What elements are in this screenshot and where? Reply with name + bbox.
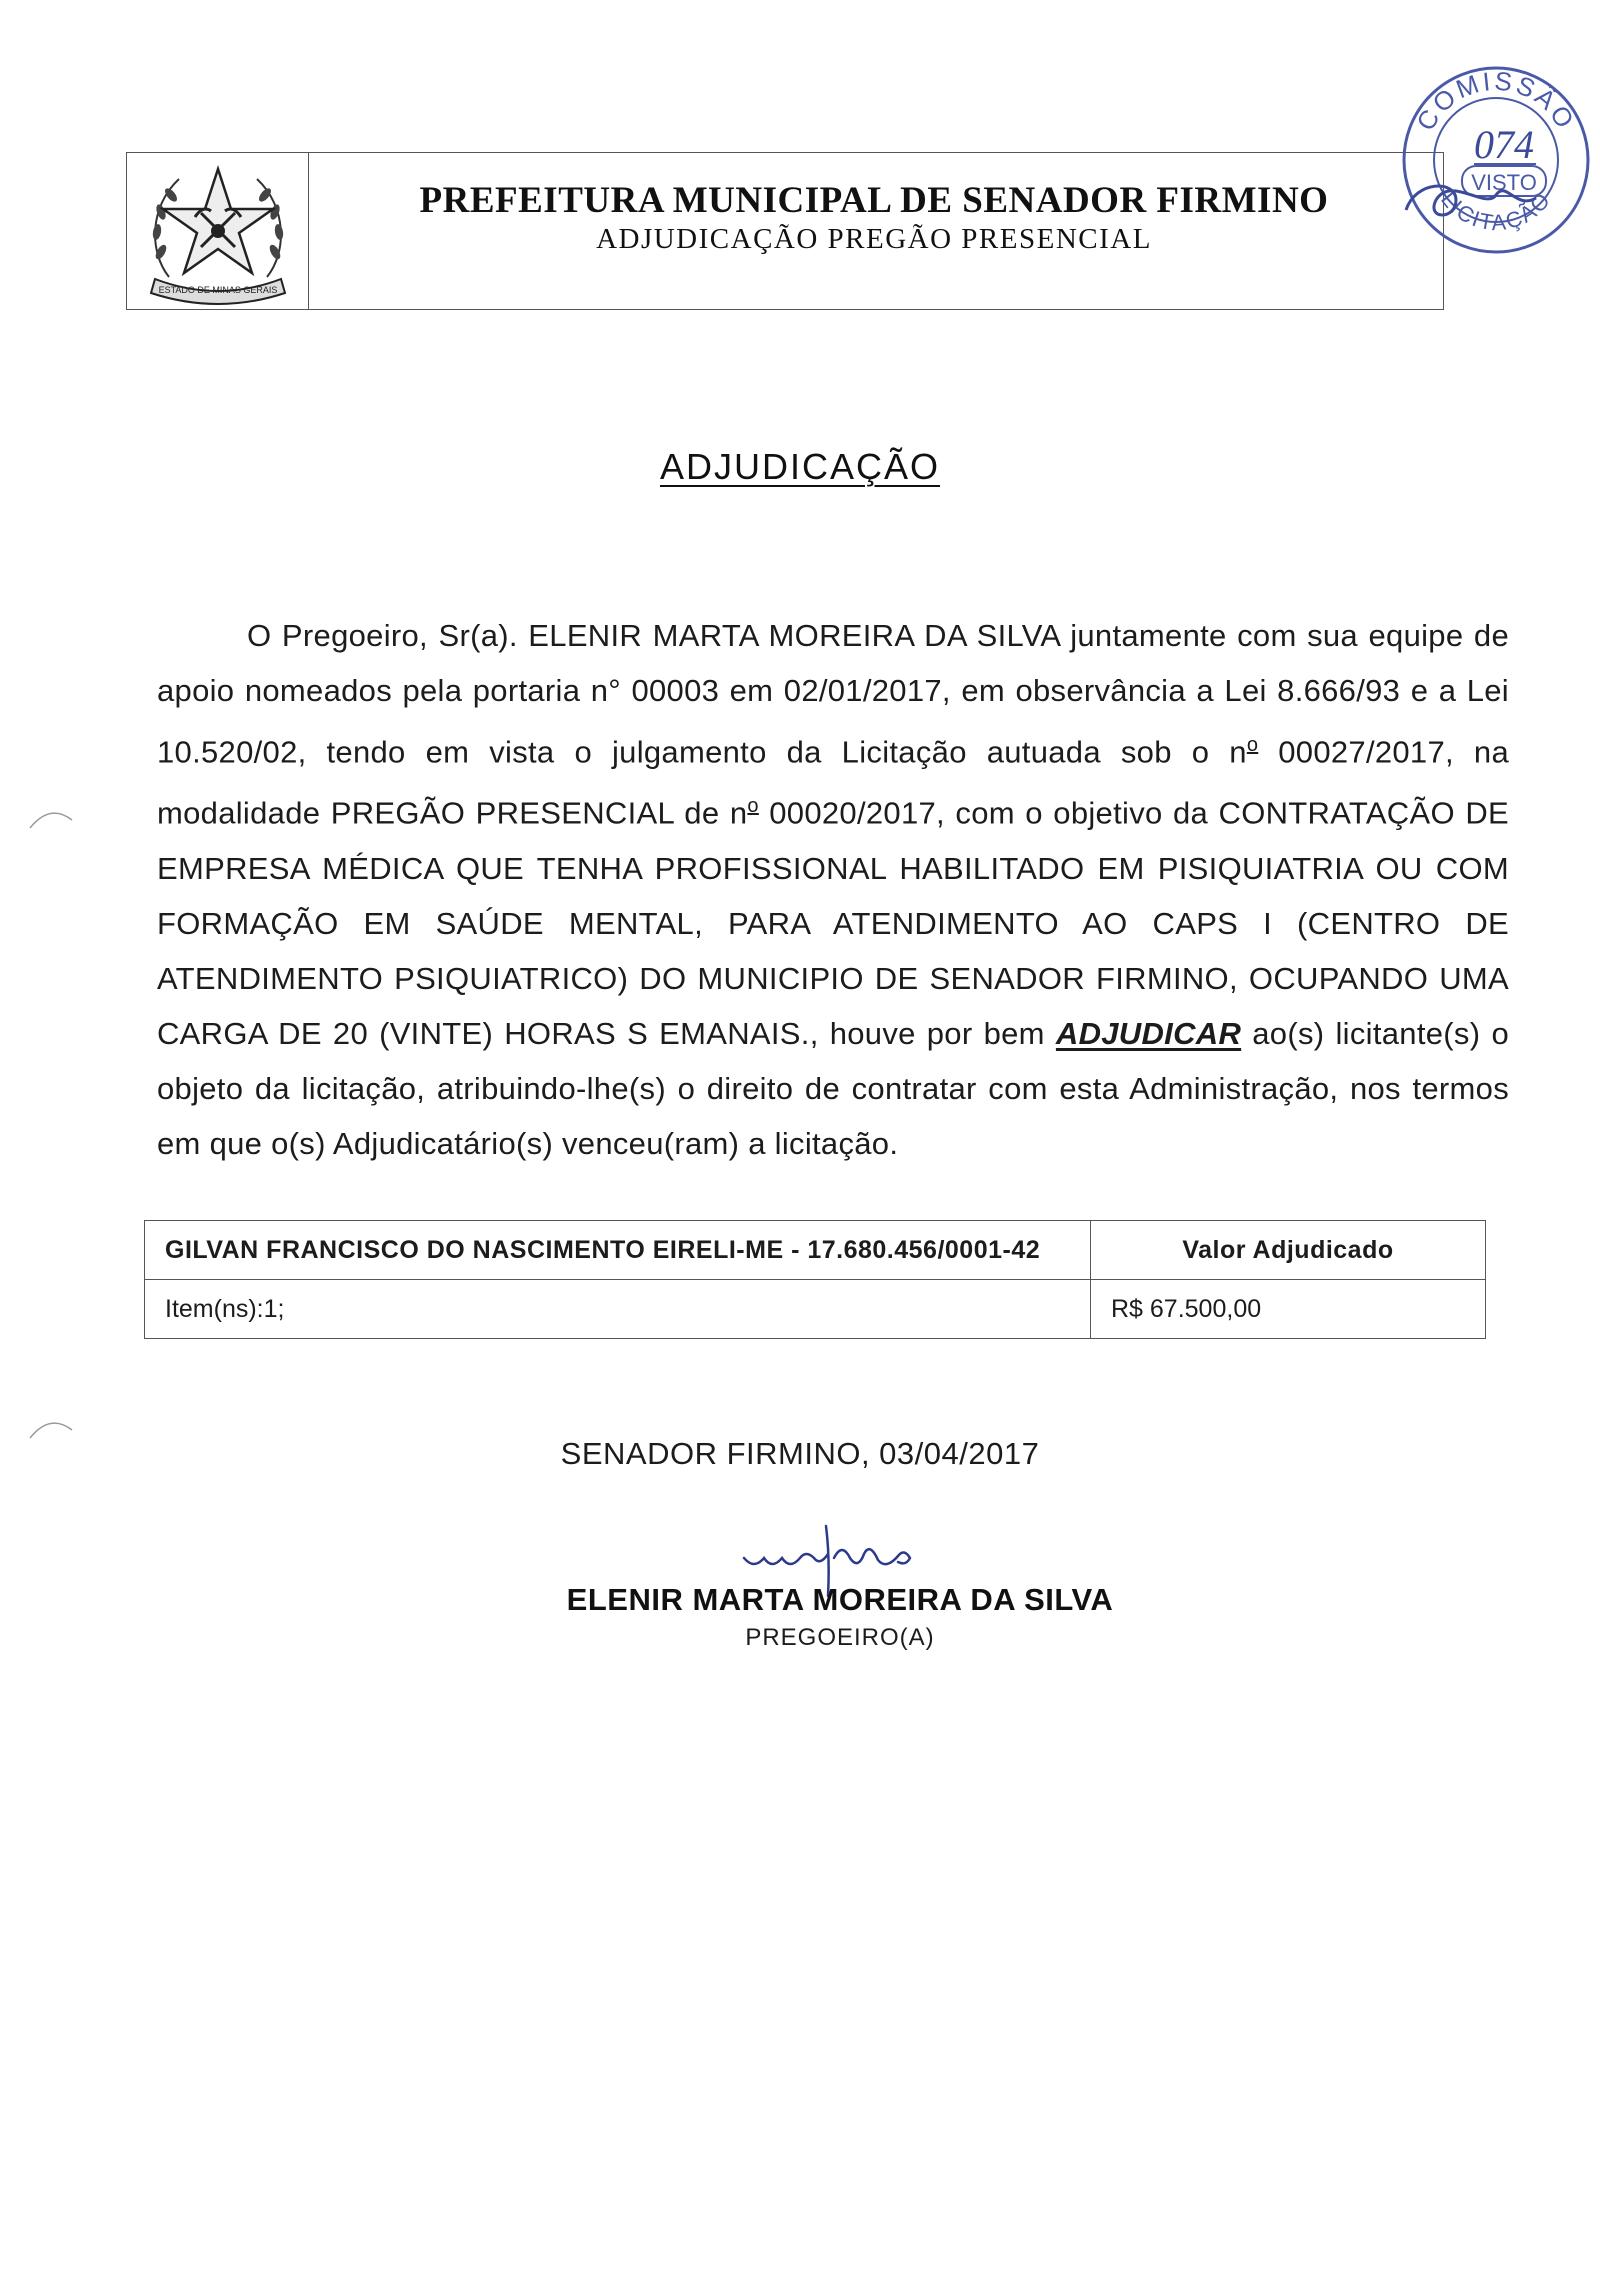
value-cell: R$ 67.500,00 xyxy=(1091,1280,1486,1339)
adjudication-paragraph: O Pregoeiro, Sr(a). ELENIR MARTA MOREIRA DA SILVA juntamente com sua equipe de apoio nomeados pela portaria n° 00003 em 02/01/2017, em observância a Lei 8.666/93 e a Lei 10.520/02, tendo em vista o julgamento da Licitação autuada sob o $n^o$ 00027/2017, na modalidade PREGÃO PRESENCIAL de $n^o$ 00020/2017, com o objetivo da CONTRATAÇÃO DE EMPRESA MÉDICA QUE TENHA PROFISSIONAL HABILITADO EM PISIQUIATRIA OU COM FORMAÇÃO EM SAÚDE MENTAL, PARA ATENDIMENTO AO CAPS I (CENTRO DE ATENDIMENTO PSIQUIATRICO) DO MUNICIPIO DE SENADOR FIRMINO, OCUPANDO UMA CARGA DE 20 (VINTE) HORAS S EMANAIS., houve por bem ADJUDICAR ao(s) licitante(s) o objeto da licitação, atribuindo-lhe(s) o direito de contratar com esta Administração, nos termos em que o(s) Adjudicatário(s) venceu(ram) a licitação. xyxy=(157,618,1509,1161)
value-header-cell: Valor Adjudicado xyxy=(1091,1221,1486,1280)
place-date: SENADOR FIRMINO, 03/04/2017 xyxy=(560,1436,1040,1471)
header-title: PREFEITURA MUNICIPAL DE SENADOR FIRMINO xyxy=(419,180,1329,221)
ordinal-mark: o xyxy=(1246,734,1259,756)
commission-stamp xyxy=(1396,60,1596,260)
company-cell: GILVAN FRANCISCO DO NASCIMENTO EIRELI-ME - 17.680.456/0001-42 xyxy=(145,1221,1091,1280)
adjudicar-emphasis: ADJUDICAR xyxy=(1055,1015,1242,1051)
hole-punch-mark xyxy=(20,798,80,838)
svg-text:074: 074 xyxy=(1474,122,1534,167)
svg-text:VISTO: VISTO xyxy=(1471,170,1537,195)
award-table xyxy=(144,1220,1486,1339)
svg-text:ESTADO DE MINAS GERAIS: ESTADO DE MINAS GERAIS xyxy=(158,285,278,295)
crest-cell xyxy=(127,153,309,309)
document-header xyxy=(126,152,1444,310)
hole-punch-mark xyxy=(20,1408,80,1448)
signer-name: ELENIR MARTA MOREIRA DA SILVA xyxy=(566,1582,1114,1617)
items-cell: Item(ns):1; xyxy=(145,1280,1091,1339)
header-subtitle: ADJUDICAÇÃO PREGÃO PRESENCIAL xyxy=(596,223,1152,255)
signer-role: PREGOEIRO(A) xyxy=(745,1624,935,1651)
table-row xyxy=(145,1221,1486,1280)
table-row xyxy=(145,1280,1486,1339)
ordinal-mark: o xyxy=(747,795,759,818)
document-title: ADJUDICAÇÃO xyxy=(659,446,941,487)
svg-text:LICITAÇÃO: LICITAÇÃO xyxy=(1436,186,1557,236)
svg-text:COMISSÃO: COMISSÃO xyxy=(1410,65,1582,136)
state-crest-icon xyxy=(139,157,297,307)
